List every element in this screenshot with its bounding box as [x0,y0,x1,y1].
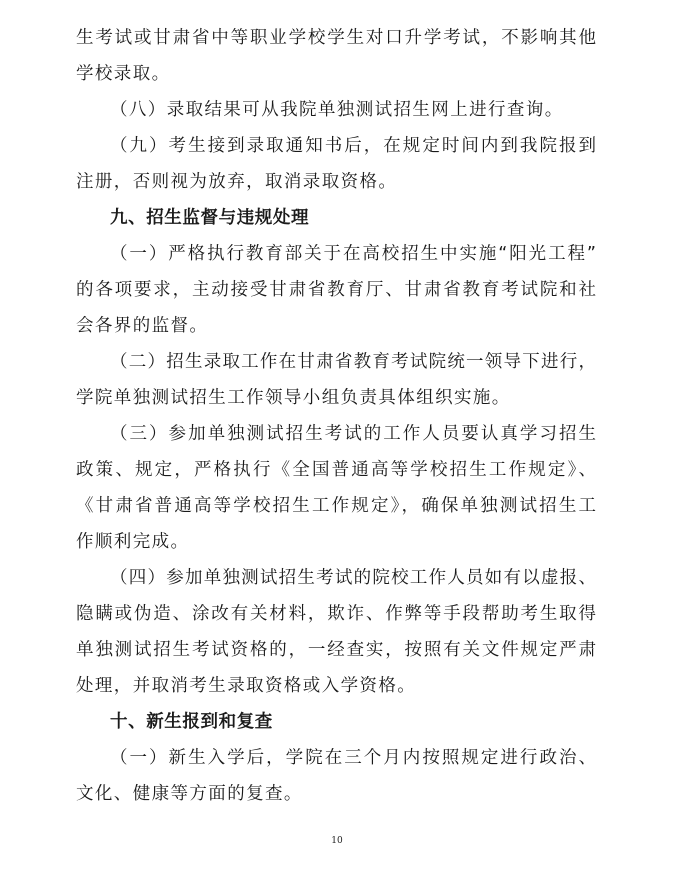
paragraph-line: 的各项要求，主动接受甘肃省教育厅、甘肃省教育考试院和社 [76,280,596,300]
clause-8: （八）录取结果可从我院单独测试招生网上进行查询。 [110,100,564,120]
page-number: 10 [331,836,343,846]
clause-4: （四）参加单独测试招生考试的院校工作人员如有以虚报、 [110,568,596,588]
paragraph-line: 隐瞒或伪造、涂改有关材料，欺诈、作弊等手段帮助考生取得 [76,604,596,624]
paragraph-line: 处理，并取消考生录取资格或入学资格。 [76,676,417,696]
paragraph-line: 学院单独测试招生工作领导小组负责具体组织实施。 [76,388,511,408]
paragraph-line: 文化、健康等方面的复查。 [76,784,303,804]
paragraph-line: 注册，否则视为放弃，取消录取资格。 [76,172,398,192]
section-heading-10: 十、新生报到和复查 [110,712,273,732]
clause-2: （二）招生录取工作在甘肃省教育考试院统一领导下进行， [110,352,596,372]
clause-9: （九）考生接到录取通知书后，在规定时间内到我院报到 [110,136,596,156]
clause-1: （一）严格执行教育部关于在高校招生中实施“阳光工程” [110,244,596,264]
paragraph-line: 学校录取。 [76,64,171,84]
paragraph-line: 生考试或甘肃省中等职业学校学生对口升学考试，不影响其他 [76,28,596,48]
paragraph-line: 作顺利完成。 [76,532,190,552]
paragraph-line: 单独测试招生考试资格的，一经查实，按照有关文件规定严肃 [76,640,596,660]
paragraph-line: 会各界的监督。 [76,316,209,336]
paragraph-line: 《甘肃省普通高等学校招生工作规定》，确保单独测试招生工 [76,496,596,516]
clause-3: （三）参加单独测试招生考试的工作人员要认真学习招生 [110,424,596,444]
section-heading-9: 九、招生监督与违规处理 [110,208,310,228]
clause-1-enrollment: （一）新生入学后，学院在三个月内按照规定进行政治、 [110,748,596,768]
paragraph-line: 政策、规定，严格执行《全国普通高等学校招生工作规定》、 [76,460,596,480]
